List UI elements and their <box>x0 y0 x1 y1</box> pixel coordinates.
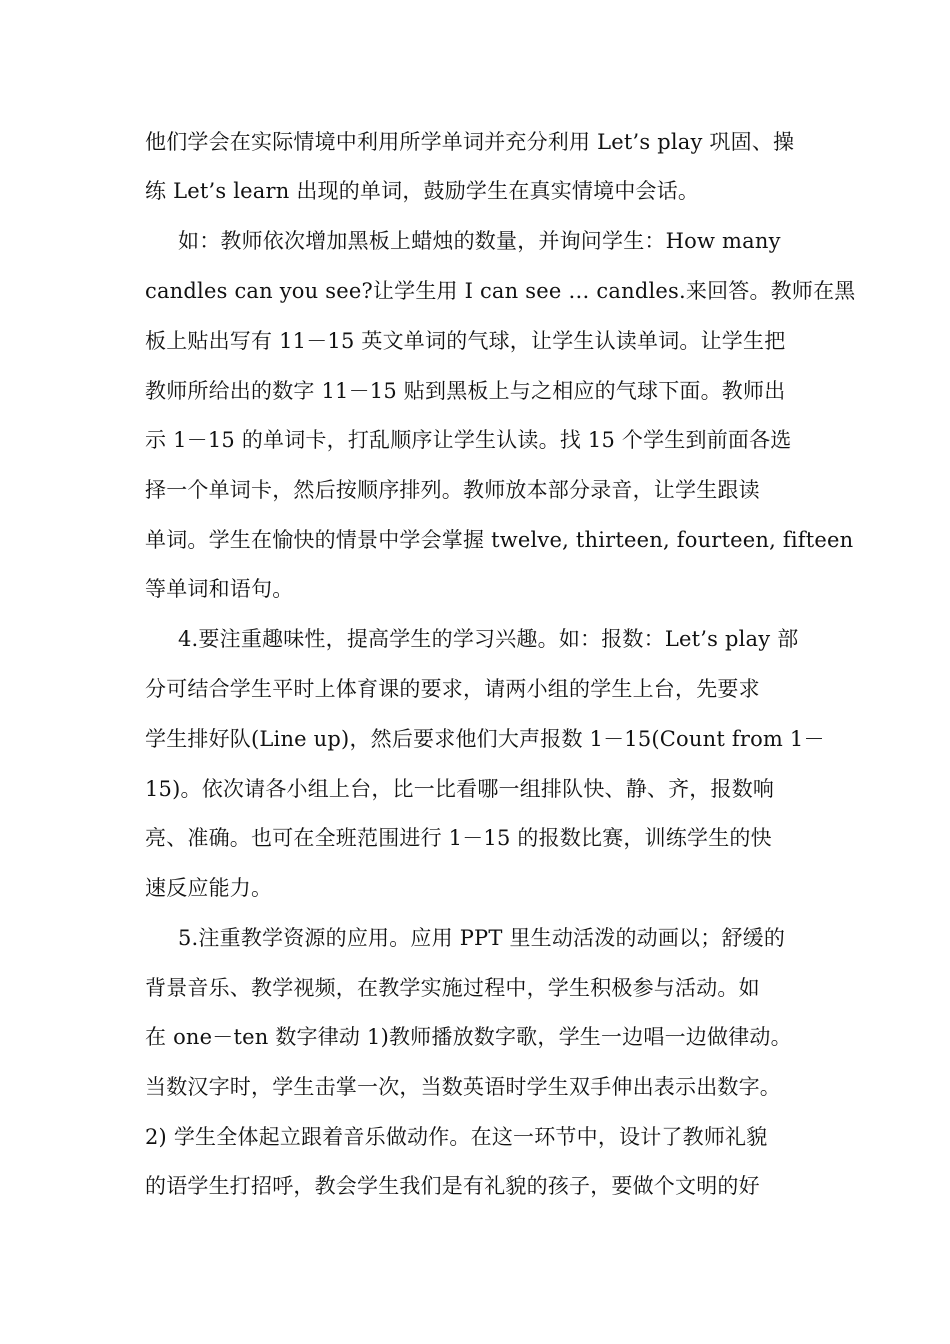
text-line: 分可结合学生平时上体育课的要求，请两小组的学生上台，先要求 <box>145 677 760 701</box>
text-line: 当数汉字时，学生击掌一次，当数英语时学生双手伸出表示出数字。 <box>145 1075 781 1099</box>
text-line: 的语学生打招呼，教会学生我们是有礼貌的孩子，要做个文明的好 <box>145 1174 760 1198</box>
paragraph-start-line: 如：教师依次增加黑板上蜡烛的数量，并询问学生：How many <box>178 229 781 253</box>
text-line: 背景音乐、教学视频，在教学实施过程中，学生积极参与活动。如 <box>145 976 760 1000</box>
text-line: 等单词和语句。 <box>145 577 294 601</box>
text-line: 15)。依次请各小组上台，比一比看哪一组排队快、静、齐，报数响 <box>145 777 775 801</box>
text-line: 板上贴出写有 11－15 英文单词的气球，让学生认读单词。让学生把 <box>145 329 786 353</box>
text-line: 择一个单词卡，然后按顺序排列。教师放本部分录音，让学生跟读 <box>145 478 760 502</box>
text-line: 练 Let’s learn 出现的单词，鼓励学生在真实情境中会话。 <box>145 179 700 203</box>
text-line: 他们学会在实际情境中利用所学单词并充分利用 Let’s play 巩固、操 <box>145 130 795 154</box>
text-line: 单词。学生在愉快的情景中学会掌握 twelve, thirteen, fourteen, fifteen <box>145 528 854 552</box>
text-line: 速反应能力。 <box>145 876 273 900</box>
paragraph-start-line: 4.要注重趣味性，提高学生的学习兴趣。如：报数：Let’s play 部 <box>178 627 799 651</box>
text-line: 2) 学生全体起立跟着音乐做动作。在这一环节中，设计了教师礼貌 <box>145 1125 768 1149</box>
text-line: 学生排好队(Line up)，然后要求他们大声报数 1－15(Count from 1－ <box>145 727 825 751</box>
paragraph-start-line: 5.注重教学资源的应用。应用 PPT 里生动活泼的动画以；舒缓的 <box>178 926 786 950</box>
text-line: 教师所给出的数字 11－15 贴到黑板上与之相应的气球下面。教师出 <box>145 379 786 403</box>
text-line: candles can you see?让学生用 I can see … candles.来回答。教师在黑 <box>145 279 856 303</box>
text-line: 亮、准确。也可在全班范围进行 1－15 的报数比赛，训练学生的快 <box>145 826 772 850</box>
text-line: 示 1－15 的单词卡，打乱顺序让学生认读。找 15 个学生到前面各选 <box>145 428 792 452</box>
text-line: 在 one－ten 数字律动 1)教师播放数字歌，学生一边唱一边做律动。 <box>145 1025 792 1049</box>
